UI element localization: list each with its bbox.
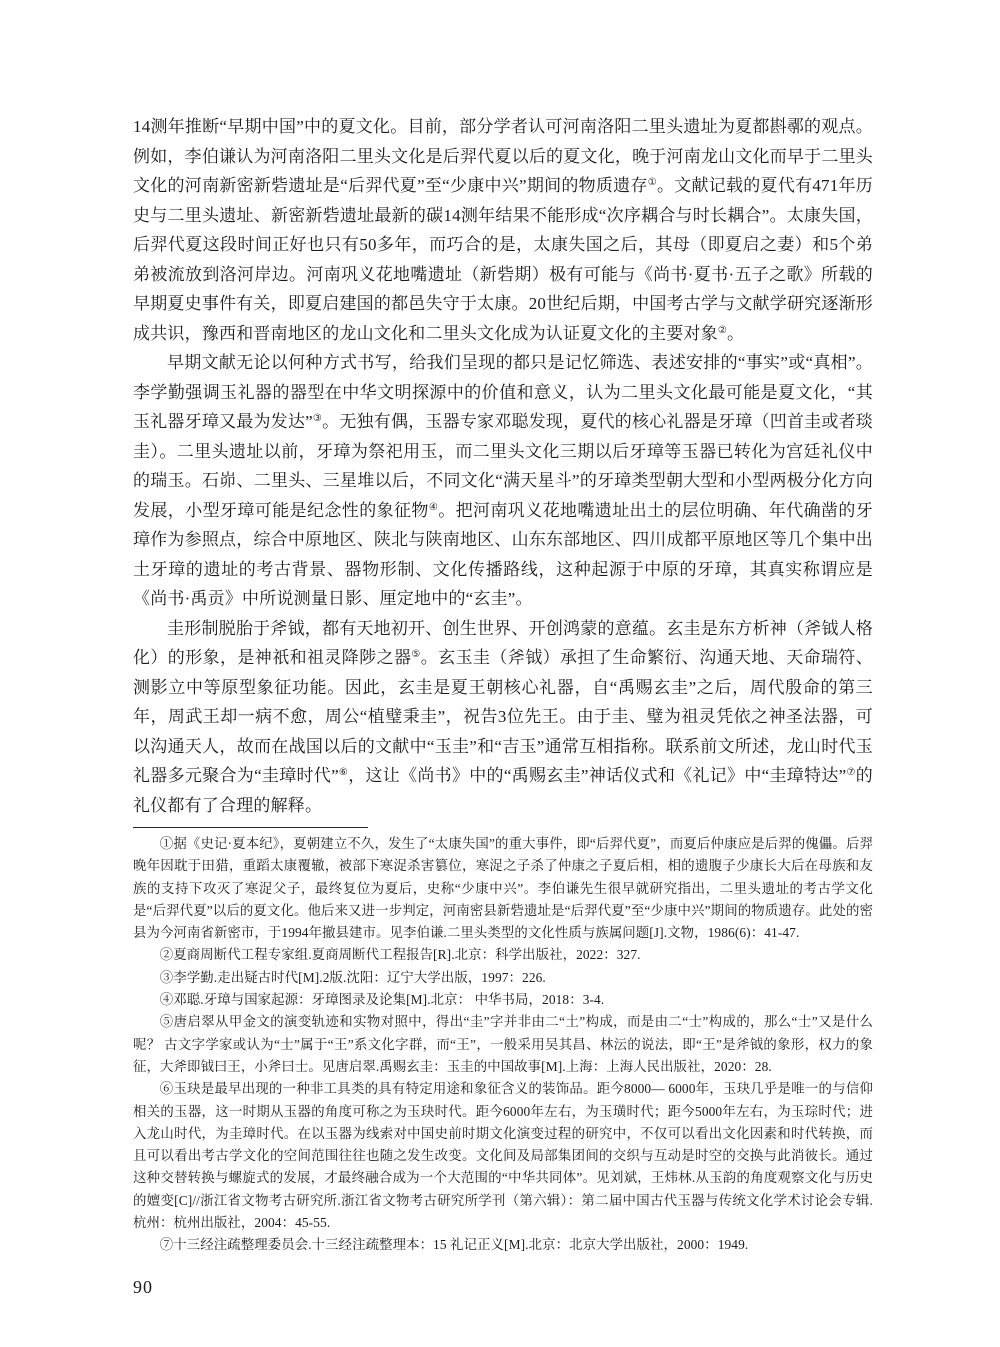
footnote-item: ④邓聪.牙璋与国家起源：牙璋图录及论集[M].北京： 中华书局，2018：3-4. <box>159 992 605 1008</box>
page-number: 90 <box>133 1276 153 1297</box>
text-column <box>133 112 873 1298</box>
footnotes <box>133 833 873 1257</box>
footnote-marker: ② <box>717 324 727 336</box>
footnote-item: ③李学勤.走出疑古时代[M].2版.沈阳：辽宁大学出版，1997：226. <box>159 969 546 985</box>
footnote-item: ①据《史记·夏本纪》，夏朝建立不久，发生了“太康失国”的重大事件，即“后羿代夏”，而夏后仲康应是后羿的傀儡。后羿晚年因耽于田猎，重蹈太康覆辙，被部下寒浞杀害篡位，寒浞之子杀了仲康之子夏后相，相的遗腹子少康长大后在母族和友族的支持下攻灭了寒浞父子，最终复位为夏后，史称“少康中兴”。李伯谦先生很早就研究指出，二里头遗址的考古学文化是“后羿代夏”以后的夏文化。他后来又进一步判定，河南密县新砦遗址是“后羿代夏”至“少康中兴”期间的物质遗存。此处的密县为今河南省新密市，于1994年撤县建市。见李伯谦.二里头类型的文化性质与族属问题[J].文物，1986(6)：41-47. <box>133 836 873 941</box>
body-paragraph: 圭形制脱胎于斧钺，都有天地初开、创生世界、开创鸿蒙的意蕴。玄圭是东方析神（斧钺人格化）的形象，是神祇和祖灵降陟之器⑤。玄玉圭（斧钺）承担了生命繁衍、沟通天地、天命瑞符、测影立中等原型象征功能。因此，玄圭是夏王朝核心礼器，自“禹赐玄圭”之后，周代殷命的第三年，周武王却一病不愈，周公“植璧秉圭”，祝告3位先王。由于圭、璧为祖灵凭依之神圣法器，可以沟通天人，故而在战国以后的文献中“玉圭”和“吉玉”通常互相指称。联系前文所述，龙山时代玉礼器多元聚合为“圭璋时代”⑥，这让《尚书》中的“禹赐玄圭”神话仪式和《礼记》中“圭璋特达”⑦的礼仪都有了合理的解释。 <box>133 618 874 815</box>
footnote-separator <box>133 827 368 828</box>
footnote-marker: ⑦ <box>846 767 856 778</box>
footnote-marker: ③ <box>312 413 323 424</box>
footnote-item: ⑦十三经注疏整理委员会.十三经注疏整理本：15 礼记正义[M].北京：北京大学出版社，2000：1949. <box>159 1237 749 1253</box>
footnote-item: ⑥玉玦是最早出现的一种非工具类的具有特定用途和象征含义的装饰品。距今8000— 6000年，玉玦几乎是唯一的与信仰相关的玉器，这一时期从玉器的角度可称之为玉玦时代。距今6000年左右，为玉璜时代；距今5000年左右，为玉琮时代；进入龙山时代，为圭璋时代。在以玉器为线索对中国史前时期文化演变过程的研究中，不仅可以看出文化因素和时代转换，而且可以看出考古学文化的空间范围往往也随之发生改变。文化间及局部集团间的交织与互动是时空的交换与此消彼长。通过这种交替转换与螺旋式的发展，才最终融合成为一个大范围的“中华共同体”。见刘斌，王炜林.从玉韵的角度观察文化与历史的嬗变[C]//浙江省文物考古研究所.浙江省文物考古研究所学刊（第六辑）：第二届中国古代玉器与传统文化学术讨论会专辑.杭州：杭州出版社，2004：45-55. <box>133 1081 873 1231</box>
body-paragraph: 早期文献无论以何种方式书写，给我们呈现的都只是记忆筛选、表述安排的“事实”或“真相”。李学勤强调玉礼器的器型在中华文明探源中的价值和意义，认为二里头文化最可能是夏文化，“其玉礼器牙璋又最为发达”③。无独有偶，玉器专家邓聪发现，夏代的核心礼器是牙璋（凹首圭或者琰圭）。二里头遗址以前，牙璋为祭祀用玉，而二里头文化三期以后牙璋等玉器已转化为宫廷礼仪中的瑞玉。石峁、二里头、三星堆以后，不同文化“满天星斗”的牙璋类型朝大型和小型两极分化方向发展，小型牙璋可能是纪念性的象征物④。把河南巩义花地嘴遗址出土的层位明确、年代确凿的牙璋作为参照点，综合中原地区、陕北与陕南地区、山东东部地区、四川成都平原地区等几个集中出土牙璋的遗址的考古背景、器物形制、文化传播路线，这种起源于中原的牙璋，其真实称谓应是《尚书·禹贡》中所说测量日影、厘定地中的“玄圭”。 <box>133 353 873 608</box>
footnote-item: ⑤唐启翠从甲金文的演变轨迹和实物对照中，得出“圭”字并非由二“土”构成，而是由二“士”构成的，那么“士”又是什么呢？ 古文字学家或认为“士”属于“王”系文化字群，而“王”，一般采用吴其昌、林沄的说法，即“王”是斧钺的象形，权力的象征，大斧即钺曰王，小斧曰士。见唐启翠.禹赐玄圭：玉圭的中国故事[M].上海：上海人民出版社，2020：28. <box>133 1014 873 1074</box>
body-paragraph: 14测年推断“早期中国”中的夏文化。目前，部分学者认可河南洛阳二里头遗址为夏都斟鄩的观点。例如，李伯谦认为河南洛阳二里头文化是后羿代夏以后的夏文化，晚于河南龙山文化而早于二里头文化的河南新密新砦遗址是“后羿代夏”至“少康中兴”期间的物质遗存①。文献记载的夏代有471年历史与二里头遗址、新密新砦遗址最新的碳14测年结果不能形成“次序耦合与时长耦合”。太康失国，后羿代夏这段时间正好也只有50多年，而巧合的是，太康失国之后，其母（即夏启之妻）和5个弟弟被流放到洛河岸边。河南巩义花地嘴遗址（新砦期）极有可能与《尚书·夏书·五子之歌》所载的早期夏史事件有关，即夏启建国的都邑失守于太康。20世纪后期，中国考古学与文献学研究逐渐形成共识，豫西和晋南地区的龙山文化和二里头文化成为认证夏文化的主要对象②。 <box>133 117 873 343</box>
footnote-marker: ⑤ <box>411 649 421 660</box>
footnote-marker: ① <box>647 177 657 188</box>
footnote-marker: ⑥ <box>338 767 349 778</box>
body-paragraphs <box>133 112 873 820</box>
footnote-marker: ④ <box>428 501 439 513</box>
footnote-item: ②夏商周断代工程专家组.夏商周断代工程报告[R].北京：科学出版社，2022：327. <box>159 947 641 963</box>
